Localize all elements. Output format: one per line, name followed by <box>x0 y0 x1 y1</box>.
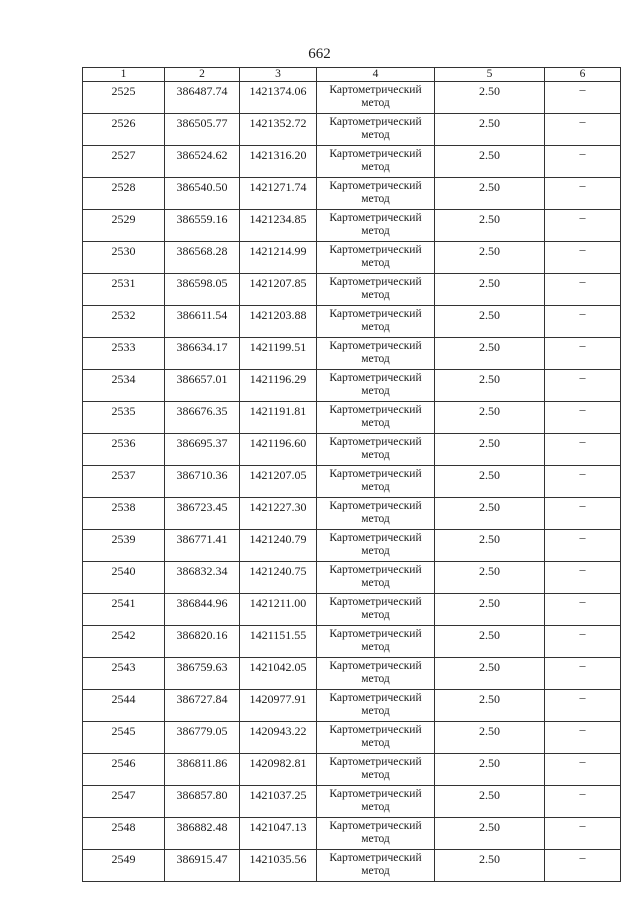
note-cell: – <box>545 338 621 370</box>
accuracy-cell: 2.50 <box>435 594 545 626</box>
x-coordinate-cell: 386505.77 <box>165 114 240 146</box>
x-coordinate-cell: 386820.16 <box>165 626 240 658</box>
y-coordinate-cell: 1420982.81 <box>240 754 317 786</box>
table-header <box>83 68 621 82</box>
y-coordinate-cell: 1421199.51 <box>240 338 317 370</box>
table-row <box>83 402 621 434</box>
point-number-cell: 2530 <box>83 242 165 274</box>
note-cell: – <box>545 370 621 402</box>
note-cell: – <box>545 690 621 722</box>
table-row <box>83 146 621 178</box>
note-cell: – <box>545 82 621 114</box>
point-number-cell: 2540 <box>83 562 165 594</box>
point-number-cell: 2542 <box>83 626 165 658</box>
y-coordinate-cell: 1421042.05 <box>240 658 317 690</box>
method-cell: Картометрический метод <box>317 466 435 498</box>
y-coordinate-cell: 1421047.13 <box>240 818 317 850</box>
page-number: 662 <box>308 46 331 62</box>
y-coordinate-cell: 1421374.06 <box>240 82 317 114</box>
method-cell: Картометрический метод <box>317 146 435 178</box>
x-coordinate-cell: 386598.05 <box>165 274 240 306</box>
accuracy-cell: 2.50 <box>435 498 545 530</box>
column-header-3: 3 <box>240 68 317 82</box>
accuracy-cell: 2.50 <box>435 850 545 882</box>
table-row <box>83 242 621 274</box>
table-row <box>83 338 621 370</box>
accuracy-cell: 2.50 <box>435 178 545 210</box>
y-coordinate-cell: 1421352.72 <box>240 114 317 146</box>
x-coordinate-cell: 386568.28 <box>165 242 240 274</box>
method-cell: Картометрический метод <box>317 402 435 434</box>
y-coordinate-cell: 1421196.29 <box>240 370 317 402</box>
y-coordinate-cell: 1420943.22 <box>240 722 317 754</box>
x-coordinate-cell: 386727.84 <box>165 690 240 722</box>
point-number-cell: 2527 <box>83 146 165 178</box>
accuracy-cell: 2.50 <box>435 114 545 146</box>
note-cell: – <box>545 242 621 274</box>
accuracy-cell: 2.50 <box>435 722 545 754</box>
y-coordinate-cell: 1421196.60 <box>240 434 317 466</box>
method-cell: Картометрический метод <box>317 82 435 114</box>
accuracy-cell: 2.50 <box>435 786 545 818</box>
y-coordinate-cell: 1421203.88 <box>240 306 317 338</box>
y-coordinate-cell: 1421037.25 <box>240 786 317 818</box>
point-number-cell: 2545 <box>83 722 165 754</box>
y-coordinate-cell: 1421207.85 <box>240 274 317 306</box>
table-row <box>83 306 621 338</box>
x-coordinate-cell: 386832.34 <box>165 562 240 594</box>
accuracy-cell: 2.50 <box>435 274 545 306</box>
table-row <box>83 498 621 530</box>
note-cell: – <box>545 594 621 626</box>
table-row <box>83 818 621 850</box>
note-cell: – <box>545 850 621 882</box>
point-number-cell: 2535 <box>83 402 165 434</box>
x-coordinate-cell: 386844.96 <box>165 594 240 626</box>
table-row <box>83 722 621 754</box>
table-row <box>83 690 621 722</box>
accuracy-cell: 2.50 <box>435 338 545 370</box>
method-cell: Картометрический метод <box>317 242 435 274</box>
table-row <box>83 530 621 562</box>
point-number-cell: 2546 <box>83 754 165 786</box>
method-cell: Картометрический метод <box>317 690 435 722</box>
column-header-6: 6 <box>545 68 621 82</box>
note-cell: – <box>545 658 621 690</box>
table-row <box>83 370 621 402</box>
point-number-cell: 2533 <box>83 338 165 370</box>
table-row <box>83 178 621 210</box>
method-cell: Картометрический метод <box>317 818 435 850</box>
method-cell: Картометрический метод <box>317 306 435 338</box>
table-row <box>83 82 621 114</box>
point-number-cell: 2544 <box>83 690 165 722</box>
x-coordinate-cell: 386540.50 <box>165 178 240 210</box>
x-coordinate-cell: 386611.54 <box>165 306 240 338</box>
note-cell: – <box>545 402 621 434</box>
y-coordinate-cell: 1421234.85 <box>240 210 317 242</box>
table-row <box>83 626 621 658</box>
y-coordinate-cell: 1421211.00 <box>240 594 317 626</box>
point-number-cell: 2541 <box>83 594 165 626</box>
note-cell: – <box>545 434 621 466</box>
point-number-cell: 2537 <box>83 466 165 498</box>
point-number-cell: 2528 <box>83 178 165 210</box>
y-coordinate-cell: 1421151.55 <box>240 626 317 658</box>
x-coordinate-cell: 386723.45 <box>165 498 240 530</box>
method-cell: Картометрический метод <box>317 754 435 786</box>
table-row <box>83 594 621 626</box>
x-coordinate-cell: 386559.16 <box>165 210 240 242</box>
accuracy-cell: 2.50 <box>435 402 545 434</box>
point-number-cell: 2525 <box>83 82 165 114</box>
accuracy-cell: 2.50 <box>435 530 545 562</box>
y-coordinate-cell: 1421227.30 <box>240 498 317 530</box>
point-number-cell: 2548 <box>83 818 165 850</box>
column-header-2: 2 <box>165 68 240 82</box>
accuracy-cell: 2.50 <box>435 690 545 722</box>
accuracy-cell: 2.50 <box>435 562 545 594</box>
method-cell: Картометрический метод <box>317 626 435 658</box>
x-coordinate-cell: 386634.17 <box>165 338 240 370</box>
accuracy-cell: 2.50 <box>435 466 545 498</box>
point-number-cell: 2536 <box>83 434 165 466</box>
method-cell: Картометрический метод <box>317 370 435 402</box>
y-coordinate-cell: 1421240.79 <box>240 530 317 562</box>
note-cell: – <box>545 210 621 242</box>
table-row <box>83 754 621 786</box>
method-cell: Картометрический метод <box>317 498 435 530</box>
accuracy-cell: 2.50 <box>435 658 545 690</box>
x-coordinate-cell: 386915.47 <box>165 850 240 882</box>
point-number-cell: 2529 <box>83 210 165 242</box>
method-cell: Картометрический метод <box>317 434 435 466</box>
point-number-cell: 2532 <box>83 306 165 338</box>
x-coordinate-cell: 386771.41 <box>165 530 240 562</box>
x-coordinate-cell: 386759.63 <box>165 658 240 690</box>
point-number-cell: 2543 <box>83 658 165 690</box>
accuracy-cell: 2.50 <box>435 434 545 466</box>
point-number-cell: 2547 <box>83 786 165 818</box>
x-coordinate-cell: 386524.62 <box>165 146 240 178</box>
note-cell: – <box>545 498 621 530</box>
table-row <box>83 434 621 466</box>
method-cell: Картометрический метод <box>317 114 435 146</box>
accuracy-cell: 2.50 <box>435 818 545 850</box>
x-coordinate-cell: 386882.48 <box>165 818 240 850</box>
note-cell: – <box>545 786 621 818</box>
table-row <box>83 466 621 498</box>
y-coordinate-cell: 1421191.81 <box>240 402 317 434</box>
note-cell: – <box>545 306 621 338</box>
accuracy-cell: 2.50 <box>435 146 545 178</box>
note-cell: – <box>545 626 621 658</box>
method-cell: Картометрический метод <box>317 274 435 306</box>
y-coordinate-cell: 1421240.75 <box>240 562 317 594</box>
table-row <box>83 210 621 242</box>
table-row <box>83 562 621 594</box>
point-number-cell: 2534 <box>83 370 165 402</box>
y-coordinate-cell: 1421207.05 <box>240 466 317 498</box>
method-cell: Картометрический метод <box>317 850 435 882</box>
accuracy-cell: 2.50 <box>435 306 545 338</box>
column-header-4: 4 <box>317 68 435 82</box>
method-cell: Картометрический метод <box>317 530 435 562</box>
header-row <box>83 68 621 82</box>
point-number-cell: 2538 <box>83 498 165 530</box>
method-cell: Картометрический метод <box>317 562 435 594</box>
x-coordinate-cell: 386857.80 <box>165 786 240 818</box>
x-coordinate-cell: 386676.35 <box>165 402 240 434</box>
note-cell: – <box>545 114 621 146</box>
method-cell: Картометрический метод <box>317 722 435 754</box>
note-cell: – <box>545 178 621 210</box>
x-coordinate-cell: 386657.01 <box>165 370 240 402</box>
y-coordinate-cell: 1420977.91 <box>240 690 317 722</box>
accuracy-cell: 2.50 <box>435 370 545 402</box>
method-cell: Картометрический метод <box>317 338 435 370</box>
method-cell: Картометрический метод <box>317 594 435 626</box>
method-cell: Картометрический метод <box>317 658 435 690</box>
x-coordinate-cell: 386779.05 <box>165 722 240 754</box>
method-cell: Картометрический метод <box>317 178 435 210</box>
x-coordinate-cell: 386695.37 <box>165 434 240 466</box>
note-cell: – <box>545 274 621 306</box>
y-coordinate-cell: 1421214.99 <box>240 242 317 274</box>
x-coordinate-cell: 386710.36 <box>165 466 240 498</box>
column-header-1: 1 <box>83 68 165 82</box>
point-number-cell: 2549 <box>83 850 165 882</box>
table-row <box>83 850 621 882</box>
table-row <box>83 786 621 818</box>
table-body <box>83 82 621 882</box>
accuracy-cell: 2.50 <box>435 210 545 242</box>
note-cell: – <box>545 818 621 850</box>
coordinates-table <box>82 67 621 882</box>
y-coordinate-cell: 1421271.74 <box>240 178 317 210</box>
table-row <box>83 274 621 306</box>
column-header-5: 5 <box>435 68 545 82</box>
table-row <box>83 658 621 690</box>
note-cell: – <box>545 754 621 786</box>
x-coordinate-cell: 386811.86 <box>165 754 240 786</box>
accuracy-cell: 2.50 <box>435 82 545 114</box>
y-coordinate-cell: 1421035.56 <box>240 850 317 882</box>
note-cell: – <box>545 722 621 754</box>
point-number-cell: 2539 <box>83 530 165 562</box>
accuracy-cell: 2.50 <box>435 754 545 786</box>
y-coordinate-cell: 1421316.20 <box>240 146 317 178</box>
table-row <box>83 114 621 146</box>
note-cell: – <box>545 146 621 178</box>
accuracy-cell: 2.50 <box>435 242 545 274</box>
method-cell: Картометрический метод <box>317 210 435 242</box>
accuracy-cell: 2.50 <box>435 626 545 658</box>
note-cell: – <box>545 562 621 594</box>
point-number-cell: 2531 <box>83 274 165 306</box>
note-cell: – <box>545 530 621 562</box>
point-number-cell: 2526 <box>83 114 165 146</box>
x-coordinate-cell: 386487.74 <box>165 82 240 114</box>
method-cell: Картометрический метод <box>317 786 435 818</box>
note-cell: – <box>545 466 621 498</box>
